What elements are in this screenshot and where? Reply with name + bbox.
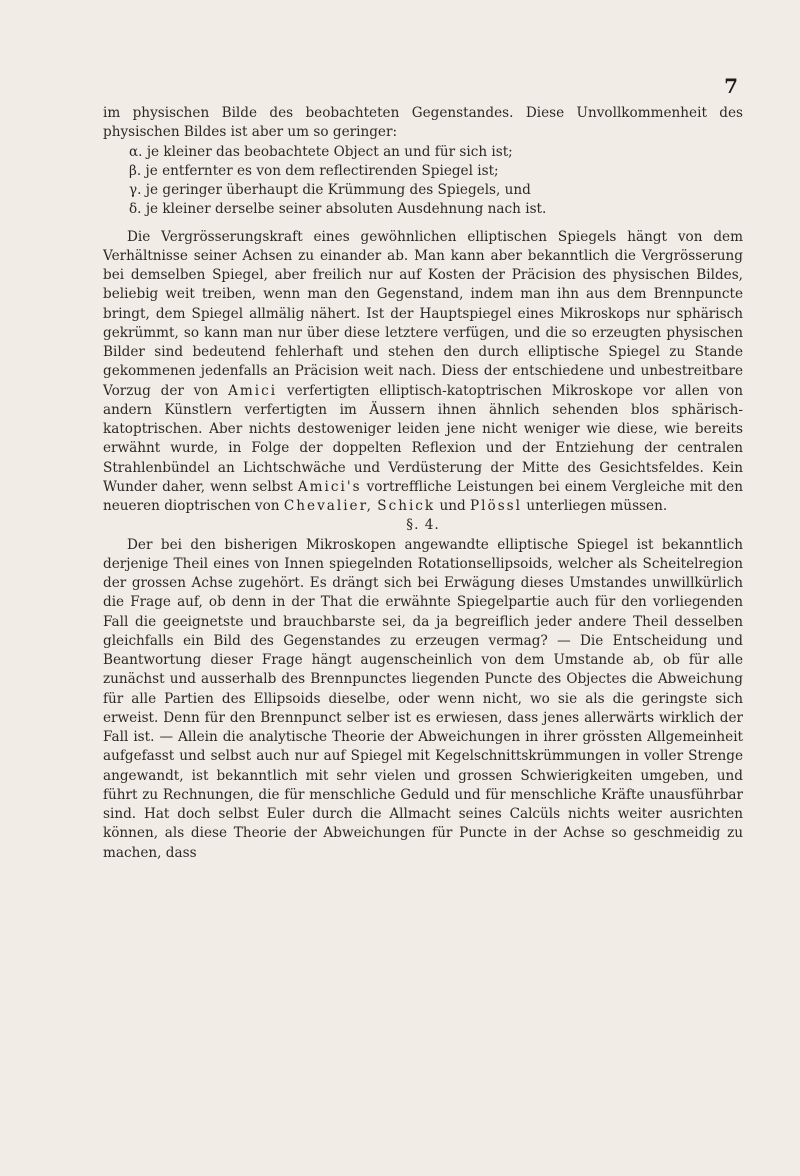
name-amici: Amici xyxy=(228,382,278,399)
condition-delta xyxy=(103,200,743,219)
condition-text: je kleiner das beobachtete Object an und für sich ist; xyxy=(146,143,513,160)
condition-text: je kleiner derselbe seiner absoluten Ausdehnung nach ist. xyxy=(145,201,547,218)
intro-paragraph: im physischen Bilde des beobachteten Gegenstandes. Diese Unvollkommenheit des physischen Bildes ist aber um so geringer: xyxy=(103,105,743,141)
condition-marker: δ. xyxy=(129,201,142,218)
paragraph-ellipsoid: Der bei den bisherigen Mikroskopen angewandte elliptische Spiegel ist bekanntlich derjenige Theil eines von Innen spiegelnden Rotationsellipsoids, welcher als Scheitelregion der grossen Achse zugehört. Es drängt sich bei Erwägung dieses Umstandes unwillkürlich die Frage auf, ob denn in der That die erwähnte Spiegelpartie auch für den vorliegenden Fall die geeignetste und brauchbarste sei, da ja begreiflich jeder andere Theil desselben gleichfalls ein Bild des Gegenstandes zu erzeugen vermag? — Die Entscheidung und Beantwortung dieser Frage hängt augenscheinlich von dem Umstande ab, ob für alle zunächst und ausserhalb des Brennpunctes liegenden Puncte des Objectes die Abweichung für alle Partien des Ellipsoids dieselbe, oder wenn nicht, wo sie als die geringste sich erweist. Denn für den Brennpunct selber ist es erwiesen, dass jenes allerwärts wirklich der Fall ist. — Allein die analytische Theorie der Abweichungen in ihrer grössten Allgemeinheit aufgefasst und selbst auch nur auf Spiegel mit Kegelschnittskrümmungen in voller Strenge angewandt, ist bekanntlich mit sehr vielen und grossen Schwierigkeiten umgeben, und führt zu Rechnungen, die für menschliche Geduld und für menschliche Kräfte unausführbar sind. Hat doch selbst Euler durch die Allmacht seines Calcüls nichts weiter ausrichten können, als diese Theorie der Abweichungen für Puncte in der Achse so geschmeidig zu machen, dass xyxy=(103,536,743,861)
condition-text: je entfernter es von dem reflectirenden Spiegel ist; xyxy=(145,162,499,179)
condition-text: je geringer überhaupt die Krümmung des Spiegels, und xyxy=(145,182,531,198)
condition-gamma xyxy=(103,181,743,200)
name-schick: Schick xyxy=(377,498,436,514)
spacer xyxy=(103,220,743,228)
condition-marker: α. xyxy=(129,143,143,160)
paragraph-magnification xyxy=(103,228,743,517)
condition-marker: γ. xyxy=(129,182,142,198)
condition-marker: β. xyxy=(129,162,142,179)
paragraph-text: verfertigten elliptisch-katoptrischen Mikroskope vor allen von andern Künstlern verfertigten im Äussern ihnen ähnlich sehenden blos sphärisch-katoptrischen. Aber nichts destoweniger leiden jene nicht weniger wie diese, wie bereits erwähnt wurde, in Folge der doppelten Reflexion und der Entziehung der centralen Strahlenbündel an Lichtschwäche und Verdüsterung der Mitte des Gesichtsfeldes. Kein Wunder daher, wenn selbst xyxy=(103,382,743,495)
paragraph-text: unterliegen müssen. xyxy=(526,498,668,514)
name-chevalier: Chevalier, xyxy=(283,498,373,514)
paragraph-text: Die Vergrösserungskraft eines gewöhnlichen elliptischen Spiegels hängt von dem Verhältnisse seiner Achsen zu einander ab. Man kann aber bekanntlich die Vergrösserung bei demselben Spiegel, aber freilich nur auf Kosten der Präcision des physischen Bildes, beliebig weit treiben, wenn man den Gegenstand, indem man ihn aus dem Brennpuncte bringt, dem Spiegel allmälig nähert. Ist der Hauptspiegel eines Mikroskops nur sphärisch gekrümmt, so kann man nur über diese letztere verfügen, und die so erzeugten physischen Bilder sind bedeutend fehlerhaft und stehen den durch elliptische Spiegel zu Stande gekommenen jedenfalls an Präcision weit nach. Diess der entschiedene und unbestreitbare Vorzug der von xyxy=(103,228,743,399)
name-amicis: Amici's xyxy=(297,478,362,495)
body-text xyxy=(103,104,743,863)
name-ploessl: Plössl xyxy=(470,498,523,514)
condition-beta xyxy=(103,162,743,181)
paragraph-text: vortreffliche Leistungen bei einem Vergleiche mit den neueren dioptrischen von xyxy=(103,478,743,514)
section-heading: §. 4. xyxy=(406,517,440,534)
paragraph-text: und xyxy=(439,498,466,514)
condition-alpha xyxy=(103,143,743,162)
page-number: 7 xyxy=(724,74,738,98)
